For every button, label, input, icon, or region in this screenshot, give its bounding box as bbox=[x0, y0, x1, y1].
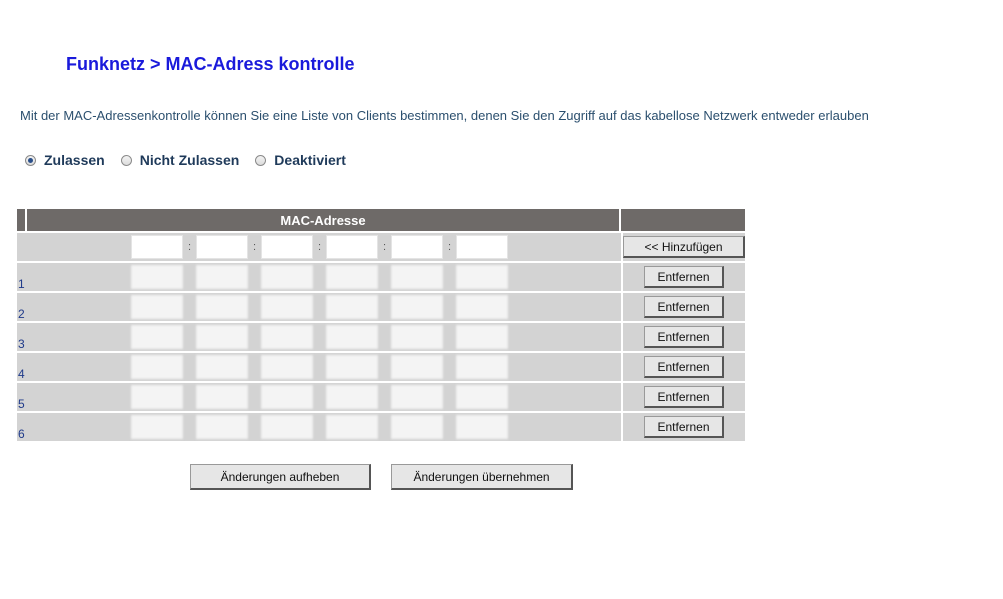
remove-cell bbox=[621, 321, 745, 351]
mac-entry-fields-blurred bbox=[27, 265, 621, 289]
radio-disabled[interactable] bbox=[255, 152, 346, 168]
mac-octet-blurred bbox=[326, 295, 378, 319]
radio-deny[interactable] bbox=[121, 152, 240, 168]
remove-button[interactable]: Entfernen bbox=[644, 296, 724, 318]
mac-entry-index: 4 bbox=[17, 351, 27, 381]
mac-entry-row bbox=[17, 321, 745, 351]
radio-allow-label: Zulassen bbox=[44, 152, 105, 168]
mac-octet-2-input[interactable] bbox=[196, 235, 248, 259]
mac-separator: : bbox=[447, 241, 452, 253]
mac-octet-blurred bbox=[261, 385, 313, 409]
mac-entry-value bbox=[27, 321, 621, 351]
mac-octet-blurred bbox=[456, 265, 508, 289]
mac-octet-blurred bbox=[391, 265, 443, 289]
mac-octet-blurred bbox=[456, 415, 508, 439]
mac-octet-blurred bbox=[456, 325, 508, 349]
mac-octet-blurred bbox=[326, 385, 378, 409]
mac-octet-blurred bbox=[261, 325, 313, 349]
page-description: Mit der MAC-Adressenkontrolle können Sie eine Liste von Clients bestimmen, denen Sie den Zugriff auf das kabellose Netzwerk entweder erlauben bbox=[20, 108, 869, 123]
remove-button[interactable]: Entfernen bbox=[644, 356, 724, 378]
mac-octet-blurred bbox=[456, 385, 508, 409]
mac-octet-blurred bbox=[131, 325, 183, 349]
mac-input-cell bbox=[27, 231, 621, 261]
mac-octet-blurred bbox=[196, 385, 248, 409]
mac-octet-blurred bbox=[131, 355, 183, 379]
mac-octet-blurred bbox=[326, 355, 378, 379]
mac-octet-blurred bbox=[391, 385, 443, 409]
remove-button[interactable]: Entfernen bbox=[644, 386, 724, 408]
mac-octet-blurred bbox=[456, 295, 508, 319]
mac-octet-3-input[interactable] bbox=[261, 235, 313, 259]
mac-octet-blurred bbox=[261, 415, 313, 439]
mac-entry-row bbox=[17, 411, 745, 441]
undo-changes-button[interactable]: Änderungen aufheben bbox=[190, 464, 371, 490]
mac-table-header bbox=[17, 209, 745, 231]
mac-octet-blurred bbox=[261, 265, 313, 289]
mac-octet-blurred bbox=[326, 415, 378, 439]
remove-cell bbox=[621, 351, 745, 381]
remove-cell bbox=[621, 381, 745, 411]
mac-input-row bbox=[17, 231, 745, 261]
remove-button[interactable]: Entfernen bbox=[644, 266, 724, 288]
add-cell bbox=[621, 231, 745, 261]
add-button[interactable]: << Hinzufügen bbox=[623, 236, 745, 258]
mac-octet-blurred bbox=[261, 295, 313, 319]
radio-disabled-label: Deaktiviert bbox=[274, 152, 346, 168]
mac-entry-row bbox=[17, 291, 745, 321]
mac-octet-blurred bbox=[131, 295, 183, 319]
mac-entry-value bbox=[27, 381, 621, 411]
radio-deny-input[interactable] bbox=[121, 155, 132, 166]
remove-cell bbox=[621, 291, 745, 321]
mac-entry-row bbox=[17, 351, 745, 381]
mac-entry-index: 2 bbox=[17, 291, 27, 321]
remove-cell bbox=[621, 411, 745, 441]
mac-octet-blurred bbox=[456, 355, 508, 379]
action-column-header bbox=[621, 209, 745, 231]
input-row-index bbox=[17, 231, 27, 261]
mac-entry-fields-blurred bbox=[27, 325, 621, 349]
mac-octet-blurred bbox=[196, 355, 248, 379]
remove-button[interactable]: Entfernen bbox=[644, 326, 724, 348]
mac-octet-blurred bbox=[261, 355, 313, 379]
mac-entry-fields-blurred bbox=[27, 415, 621, 439]
mac-separator: : bbox=[317, 241, 322, 253]
mac-entry-index: 3 bbox=[17, 321, 27, 351]
mac-octet-4-input[interactable] bbox=[326, 235, 378, 259]
radio-allow[interactable] bbox=[25, 152, 105, 168]
mac-entry-fields-blurred bbox=[27, 355, 621, 379]
mac-entry-row bbox=[17, 381, 745, 411]
apply-changes-button[interactable]: Änderungen übernehmen bbox=[391, 464, 573, 490]
mac-octet-blurred bbox=[131, 385, 183, 409]
mac-octet-blurred bbox=[326, 265, 378, 289]
mac-octet-5-input[interactable] bbox=[391, 235, 443, 259]
mac-octet-blurred bbox=[391, 415, 443, 439]
mac-separator: : bbox=[187, 241, 192, 253]
mac-entry-row bbox=[17, 261, 745, 291]
index-column-header bbox=[17, 209, 27, 231]
mac-entry-index: 6 bbox=[17, 411, 27, 441]
mac-entry-value bbox=[27, 351, 621, 381]
mac-entry-value bbox=[27, 261, 621, 291]
mac-separator: : bbox=[382, 241, 387, 253]
mac-octet-blurred bbox=[196, 295, 248, 319]
mac-octet-blurred bbox=[196, 415, 248, 439]
radio-deny-label: Nicht Zulassen bbox=[139, 152, 240, 168]
mac-octet-blurred bbox=[131, 415, 183, 439]
mac-octet-blurred bbox=[326, 325, 378, 349]
radio-disabled-input[interactable] bbox=[255, 155, 266, 166]
mac-table bbox=[17, 209, 745, 441]
mac-octet-6-input[interactable] bbox=[456, 235, 508, 259]
mac-entry-value bbox=[27, 291, 621, 321]
mac-octet-blurred bbox=[391, 295, 443, 319]
mac-entry-index: 1 bbox=[17, 261, 27, 291]
mac-column-header: MAC-Adresse bbox=[27, 209, 621, 231]
mac-entry-fields-blurred bbox=[27, 295, 621, 319]
mode-radio-group bbox=[25, 152, 362, 168]
mac-octet-1-input[interactable] bbox=[131, 235, 183, 259]
mac-input-fields bbox=[27, 235, 621, 259]
mac-entry-fields-blurred bbox=[27, 385, 621, 409]
mac-octet-blurred bbox=[131, 265, 183, 289]
mac-octet-blurred bbox=[391, 355, 443, 379]
mac-octet-blurred bbox=[196, 265, 248, 289]
mac-octet-blurred bbox=[391, 325, 443, 349]
remove-cell bbox=[621, 261, 745, 291]
mac-entry-index: 5 bbox=[17, 381, 27, 411]
remove-button[interactable]: Entfernen bbox=[644, 416, 724, 438]
mac-octet-blurred bbox=[196, 325, 248, 349]
radio-allow-input[interactable] bbox=[25, 155, 36, 166]
mac-entry-value bbox=[27, 411, 621, 441]
page-title: Funknetz > MAC-Adress kontrolle bbox=[66, 54, 355, 74]
mac-separator: : bbox=[252, 241, 257, 253]
